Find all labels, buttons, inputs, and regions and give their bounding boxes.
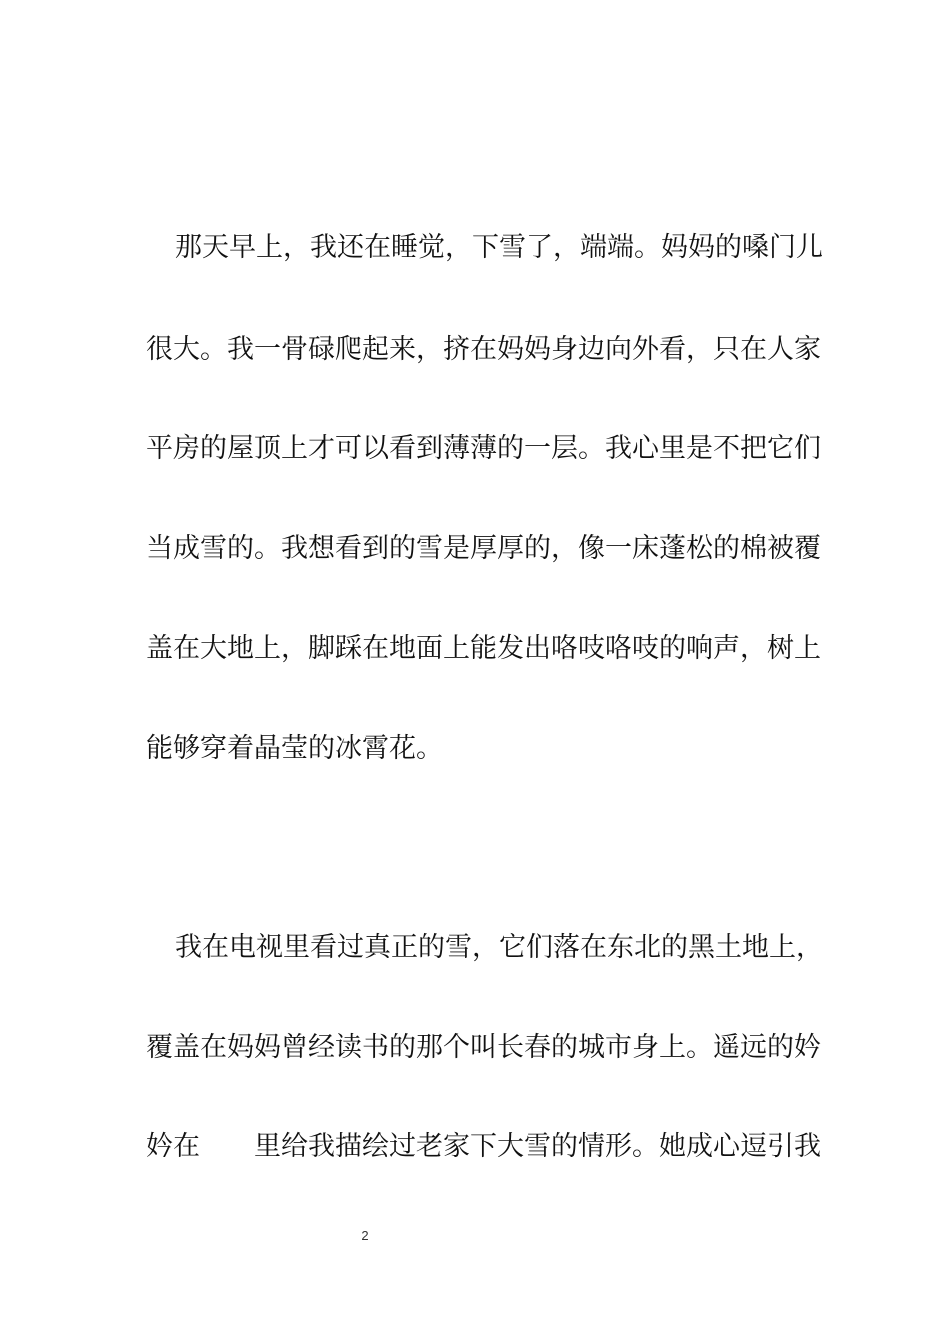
paragraph-1-line-3: 平房的屋顶上才可以看到薄薄的一层。我心里是不把它们 (146, 433, 821, 464)
paragraph-2-line-1: 我在电视里看过真正的雪，它们落在东北的黑土地上， (175, 932, 823, 963)
paragraph-1-line-5: 盖在大地上，脚踩在地面上能发出咯吱咯吱的响声，树上 (146, 633, 821, 664)
paragraph-2-line-2: 覆盖在妈妈曾经读书的那个叫长春的城市身上。遥远的妗 (146, 1032, 821, 1063)
paragraph-1-line-6: 能够穿着晶莹的冰霄花。 (146, 733, 443, 764)
paragraph-1-line-2: 很大。我一骨碌爬起来，挤在妈妈身边向外看，只在人家 (146, 334, 821, 365)
paragraph-2-line-3: 妗在 里给我描绘过老家下大雪的情形。她成心逗引我 (146, 1131, 821, 1162)
paragraph-1-line-4: 当成雪的。我想看到的雪是厚厚的，像一床蓬松的棉被覆 (146, 533, 821, 564)
paragraph-1-line-1: 那天早上，我还在睡觉，下雪了，端端。妈妈的嗓门儿 (175, 232, 823, 263)
page-number: 2 (361, 1228, 369, 1243)
